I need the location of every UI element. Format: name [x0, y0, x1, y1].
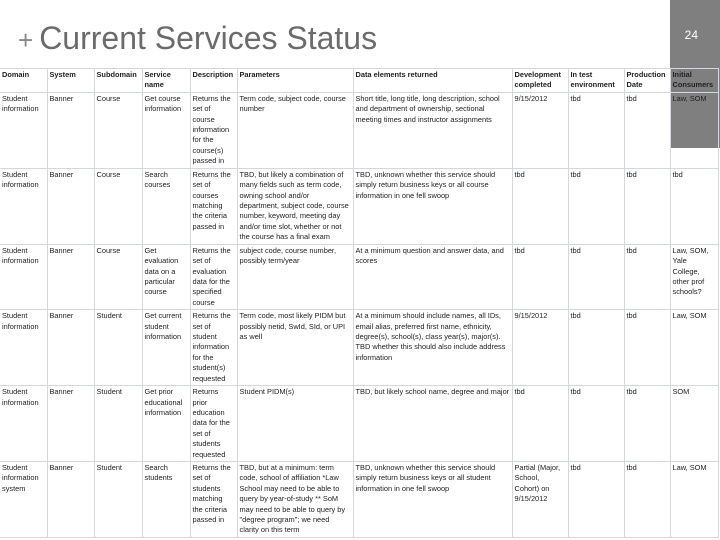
cell-in-test: tbd	[568, 310, 624, 386]
header-data-elements: Data elements returned	[353, 69, 512, 93]
table-row	[0, 92, 718, 168]
header-domain: Domain	[0, 69, 47, 93]
cell-description: Returns the set of student information for the student(s) requested	[190, 310, 237, 386]
header-production-date: Production Date	[624, 69, 670, 93]
page-number: 24	[684, 28, 698, 42]
cell-system: Banner	[47, 461, 94, 537]
cell-parameters: subject code, course number, possibly term/year	[237, 244, 353, 309]
cell-initial-consumers: Law, SOM, Yale College, other prof schools?	[670, 244, 718, 309]
table-row	[0, 244, 718, 309]
cell-description: Returns the set of courses matching the criteria passed in	[190, 168, 237, 244]
cell-description: Returns the set of course information for the course(s) passed in	[190, 92, 237, 168]
table-row	[0, 461, 718, 537]
cell-development-completed: 9/15/2012	[512, 92, 568, 168]
cell-initial-consumers: Law, SOM	[670, 92, 718, 168]
cell-production-date: tbd	[624, 168, 670, 244]
cell-domain: Student information system	[0, 461, 47, 537]
cell-parameters: TBD, but likely a combination of many fields such as term code, owning school and/or department, subject code, course number, keyword, meeting day and/or time slot, whether or not the course has a final exam	[237, 168, 353, 244]
cell-production-date: tbd	[624, 310, 670, 386]
header-development-completed: Development completed	[512, 69, 568, 93]
cell-domain: Student information	[0, 244, 47, 309]
cell-service-name: Search courses	[142, 168, 190, 244]
cell-domain: Student information	[0, 386, 47, 462]
title-text: Current Services Status	[39, 20, 378, 56]
table-row	[0, 310, 718, 386]
cell-description: Returns the set of evaluation data for the specified course	[190, 244, 237, 309]
cell-system: Banner	[47, 310, 94, 386]
cell-subdomain: Course	[94, 92, 142, 168]
cell-service-name: Search students	[142, 461, 190, 537]
cell-parameters: Student PIDM(s)	[237, 386, 353, 462]
cell-description: Returns prior education data for the set of students requested	[190, 386, 237, 462]
cell-production-date: tbd	[624, 244, 670, 309]
cell-domain: Student information	[0, 310, 47, 386]
header-description: Description	[190, 69, 237, 93]
table-header-row	[0, 69, 718, 93]
cell-in-test: tbd	[568, 386, 624, 462]
header-initial-consumers: Initial Consumers	[670, 69, 718, 93]
cell-development-completed: tbd	[512, 244, 568, 309]
cell-parameters: TBD, but at a minimum: term code, school of affiliation *Law School may need to be able to query by year-of-study ** SoM may need to be able to query by "degree program"; we need clarity on this term	[237, 461, 353, 537]
cell-data-elements: At a minimum should include names, all IDs, email alias, preferred first name, ethnicity, degree(s), school(s), class year(s), major(s). TBD whether this should also include address information	[353, 310, 512, 386]
cell-data-elements: TBD, unknown whether this service should simply return business keys or all course information in one fell swoop	[353, 168, 512, 244]
cell-service-name: Get evaluation data on a particular course	[142, 244, 190, 309]
cell-subdomain: Student	[94, 461, 142, 537]
cell-in-test: tbd	[568, 461, 624, 537]
table-row	[0, 386, 718, 462]
cell-in-test: tbd	[568, 92, 624, 168]
header-subdomain: Subdomain	[94, 69, 142, 93]
cell-description: Returns the set of students matching the criteria passed in	[190, 461, 237, 537]
cell-system: Banner	[47, 92, 94, 168]
cell-data-elements: TBD, unknown whether this service should simply return business keys or all student information in one fell swoop	[353, 461, 512, 537]
cell-subdomain: Student	[94, 386, 142, 462]
cell-subdomain: Student	[94, 310, 142, 386]
header-system: System	[47, 69, 94, 93]
cell-domain: Student information	[0, 92, 47, 168]
cell-service-name: Get current student information	[142, 310, 190, 386]
bullet-plus-icon: +	[18, 25, 34, 55]
cell-system: Banner	[47, 386, 94, 462]
cell-subdomain: Course	[94, 168, 142, 244]
cell-parameters: Term code, subject code, course number	[237, 92, 353, 168]
cell-initial-consumers: Law, SOM	[670, 310, 718, 386]
services-status-table	[0, 68, 719, 538]
cell-development-completed: tbd	[512, 168, 568, 244]
cell-service-name: Get prior educational information	[142, 386, 190, 462]
cell-production-date: tbd	[624, 386, 670, 462]
cell-in-test: tbd	[568, 244, 624, 309]
cell-domain: Student information	[0, 168, 47, 244]
table-row	[0, 168, 718, 244]
page-title	[18, 20, 377, 57]
cell-production-date: tbd	[624, 92, 670, 168]
cell-parameters: Term code, most likely PIDM but possibly netid, SwId, SId, or UPI as well	[237, 310, 353, 386]
header-in-test: In test environment	[568, 69, 624, 93]
cell-in-test: tbd	[568, 168, 624, 244]
cell-data-elements: TBD, but likely school name, degree and major	[353, 386, 512, 462]
cell-development-completed: Partial (Major, School, Cohort) on 9/15/2012	[512, 461, 568, 537]
cell-subdomain: Course	[94, 244, 142, 309]
cell-service-name: Get course information	[142, 92, 190, 168]
cell-development-completed: 9/15/2012	[512, 310, 568, 386]
header-parameters: Parameters	[237, 69, 353, 93]
cell-initial-consumers: Law, SOM	[670, 461, 718, 537]
cell-initial-consumers: SOM	[670, 386, 718, 462]
cell-initial-consumers: tbd	[670, 168, 718, 244]
cell-system: Banner	[47, 168, 94, 244]
cell-data-elements: Short title, long title, long description, school and department of ownership, sectional meeting times and instructor assignments	[353, 92, 512, 168]
cell-system: Banner	[47, 244, 94, 309]
cell-production-date: tbd	[624, 461, 670, 537]
header-service-name: Service name	[142, 69, 190, 93]
cell-data-elements: At a minimum question and answer data, and scores	[353, 244, 512, 309]
cell-development-completed: tbd	[512, 386, 568, 462]
